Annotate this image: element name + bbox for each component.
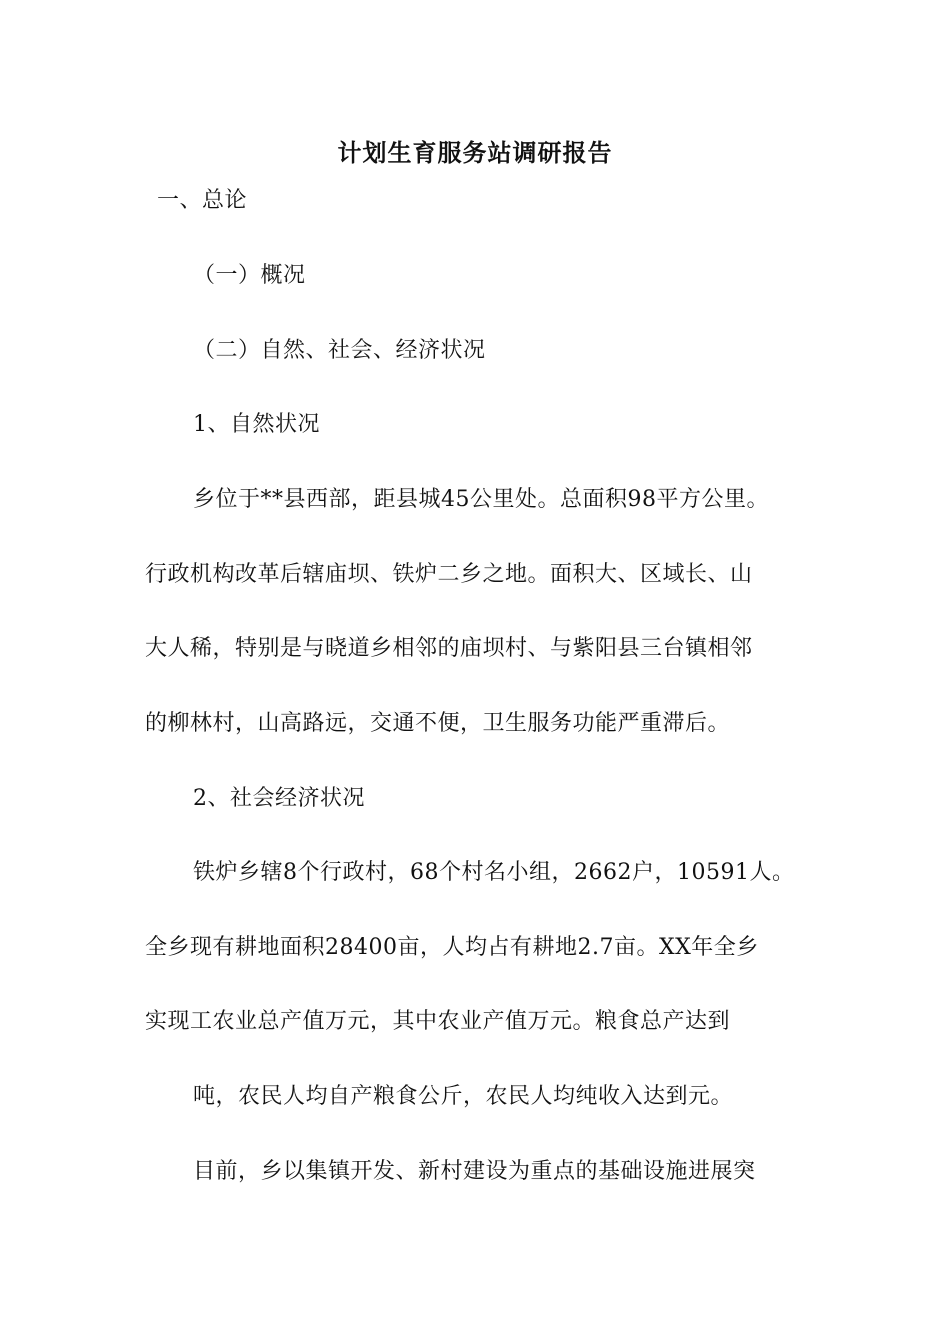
section-heading-general: 一、总论 (157, 188, 248, 213)
paragraph-line: 的柳林村，山高路远，交通不便，卫生服务功能严重滞后。 (145, 711, 731, 736)
paragraph-line: 大人稀，特别是与晓道乡相邻的庙坝村、与紫阳县三台镇相邻 (145, 636, 753, 661)
item-heading-socioeconomic: 2、社会经济状况 (193, 786, 365, 811)
paragraph-line: 目前，乡以集镇开发、新村建设为重点的基础设施进展突 (193, 1159, 756, 1184)
paragraph-line: 全乡现有耕地面积28400亩，人均占有耕地2.7亩。XX年全乡 (145, 935, 759, 960)
document-title: 计划生育服务站调研报告 (337, 139, 613, 167)
subsection-heading-overview: （一）概况 (193, 263, 306, 288)
paragraph-line: 铁炉乡辖8个行政村，68个村名小组，2662户，10591人。 (193, 860, 795, 885)
paragraph-line: 乡位于**县西部，距县城45公里处。总面积98平方公里。 (193, 487, 769, 512)
paragraph-line: 吨，农民人均自产粮食公斤，农民人均纯收入达到元。 (193, 1084, 734, 1109)
subsection-heading-conditions: （二）自然、社会、经济状况 (193, 338, 486, 363)
item-heading-natural: 1、自然状况 (193, 412, 320, 437)
paragraph-line: 实现工农业总产值万元，其中农业产值万元。粮食总产达到 (145, 1009, 731, 1034)
paragraph-line: 行政机构改革后辖庙坝、铁炉二乡之地。面积大、区域长、山 (145, 562, 753, 587)
